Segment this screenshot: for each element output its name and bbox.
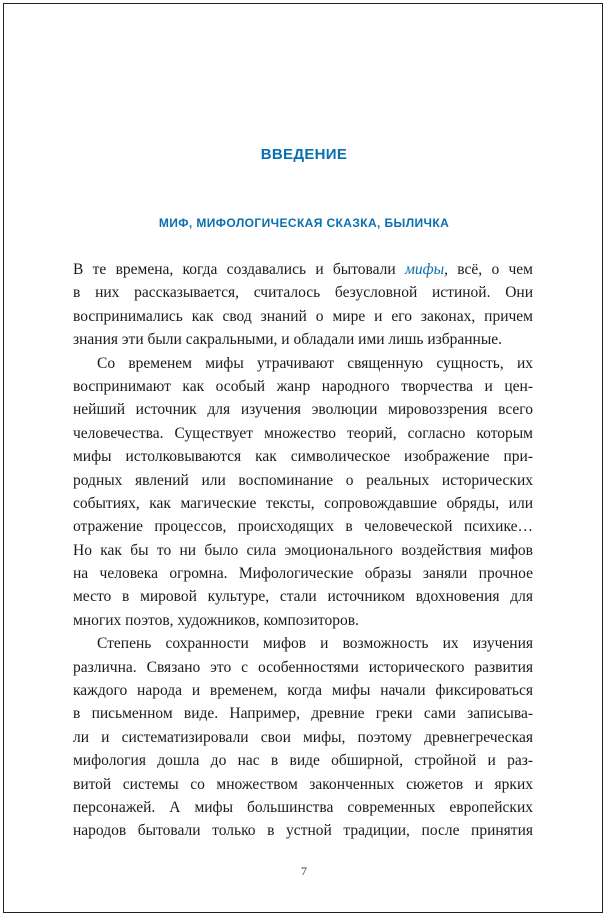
text-line: витой системы со множеством законченных сюжетов и ярких xyxy=(73,775,533,793)
text-line: мифология дошла до нас в виде обширной, стройной и раз- xyxy=(73,752,533,770)
text-line: человечества. Существует множество теорий, согласно которым xyxy=(73,424,533,442)
text-line: на человека огромна. Мифологические образы заняли прочное xyxy=(73,565,533,583)
text-line: родных явлений или воспоминание о реальных исторических xyxy=(73,471,533,489)
text-line: различна. Связано это с особенностями исторического развития xyxy=(73,658,533,676)
chapter-title: ВВЕДЕНИЕ xyxy=(260,146,348,163)
text-line: знания эти были сакральными, и обладали ими лишь избранные. xyxy=(73,331,503,349)
text-line: народов бытовали только в устной традиции, после принятия xyxy=(73,822,533,840)
text-line: Со временем мифы утрачивают священную сущность, их xyxy=(97,354,533,372)
text-line: ли и систематизировали свои мифы, поэтому древнегреческая xyxy=(73,728,533,746)
text-line: многих поэтов, художников, композиторов. xyxy=(73,611,359,629)
text-line: каждого народа и временем, когда мифы начали фиксироваться xyxy=(73,682,533,700)
highlighted-term: мифы xyxy=(404,261,445,278)
text-line: нейший источник для изучения эволюции мировоззрения всего xyxy=(73,401,533,419)
text-line: в письменном виде. Например, древние греки сами записыва- xyxy=(73,705,533,723)
text-line: В те времена, когда создавались и бытовали мифы, всё, о чем xyxy=(73,261,533,278)
text-line: место в мировой культуре, стали источником вдохновения для xyxy=(73,588,533,606)
body-text xyxy=(73,258,533,843)
text-line: в них рассказывается, считалось безусловной истиной. Они xyxy=(73,284,533,302)
text-line: Но как бы то ни было сила эмоционального воздействия мифов xyxy=(73,541,533,559)
text-line: воспринимают как особый жанр народного творчества и цен- xyxy=(73,377,533,395)
text-line: Степень сохранности мифов и возможность их изучения xyxy=(97,635,533,653)
text-line: персонажей. А мифы большинства современных европейских xyxy=(73,798,533,816)
text-line: воспринимались как свод знаний о мире и его законах, причем xyxy=(73,307,533,325)
text-line: мифы истолковываются как символическое изображение при- xyxy=(73,448,533,466)
section-title: МИФ, МИФОЛОГИЧЕСКАЯ СКАЗКА, БЫЛИЧКА xyxy=(158,216,450,230)
page-number: 7 xyxy=(301,864,307,878)
text-line: событиях, как магические тексты, сопровождавшие обряды, или xyxy=(73,494,533,512)
text-line: отражение процессов, происходящих в человеческой психике… xyxy=(73,518,533,536)
